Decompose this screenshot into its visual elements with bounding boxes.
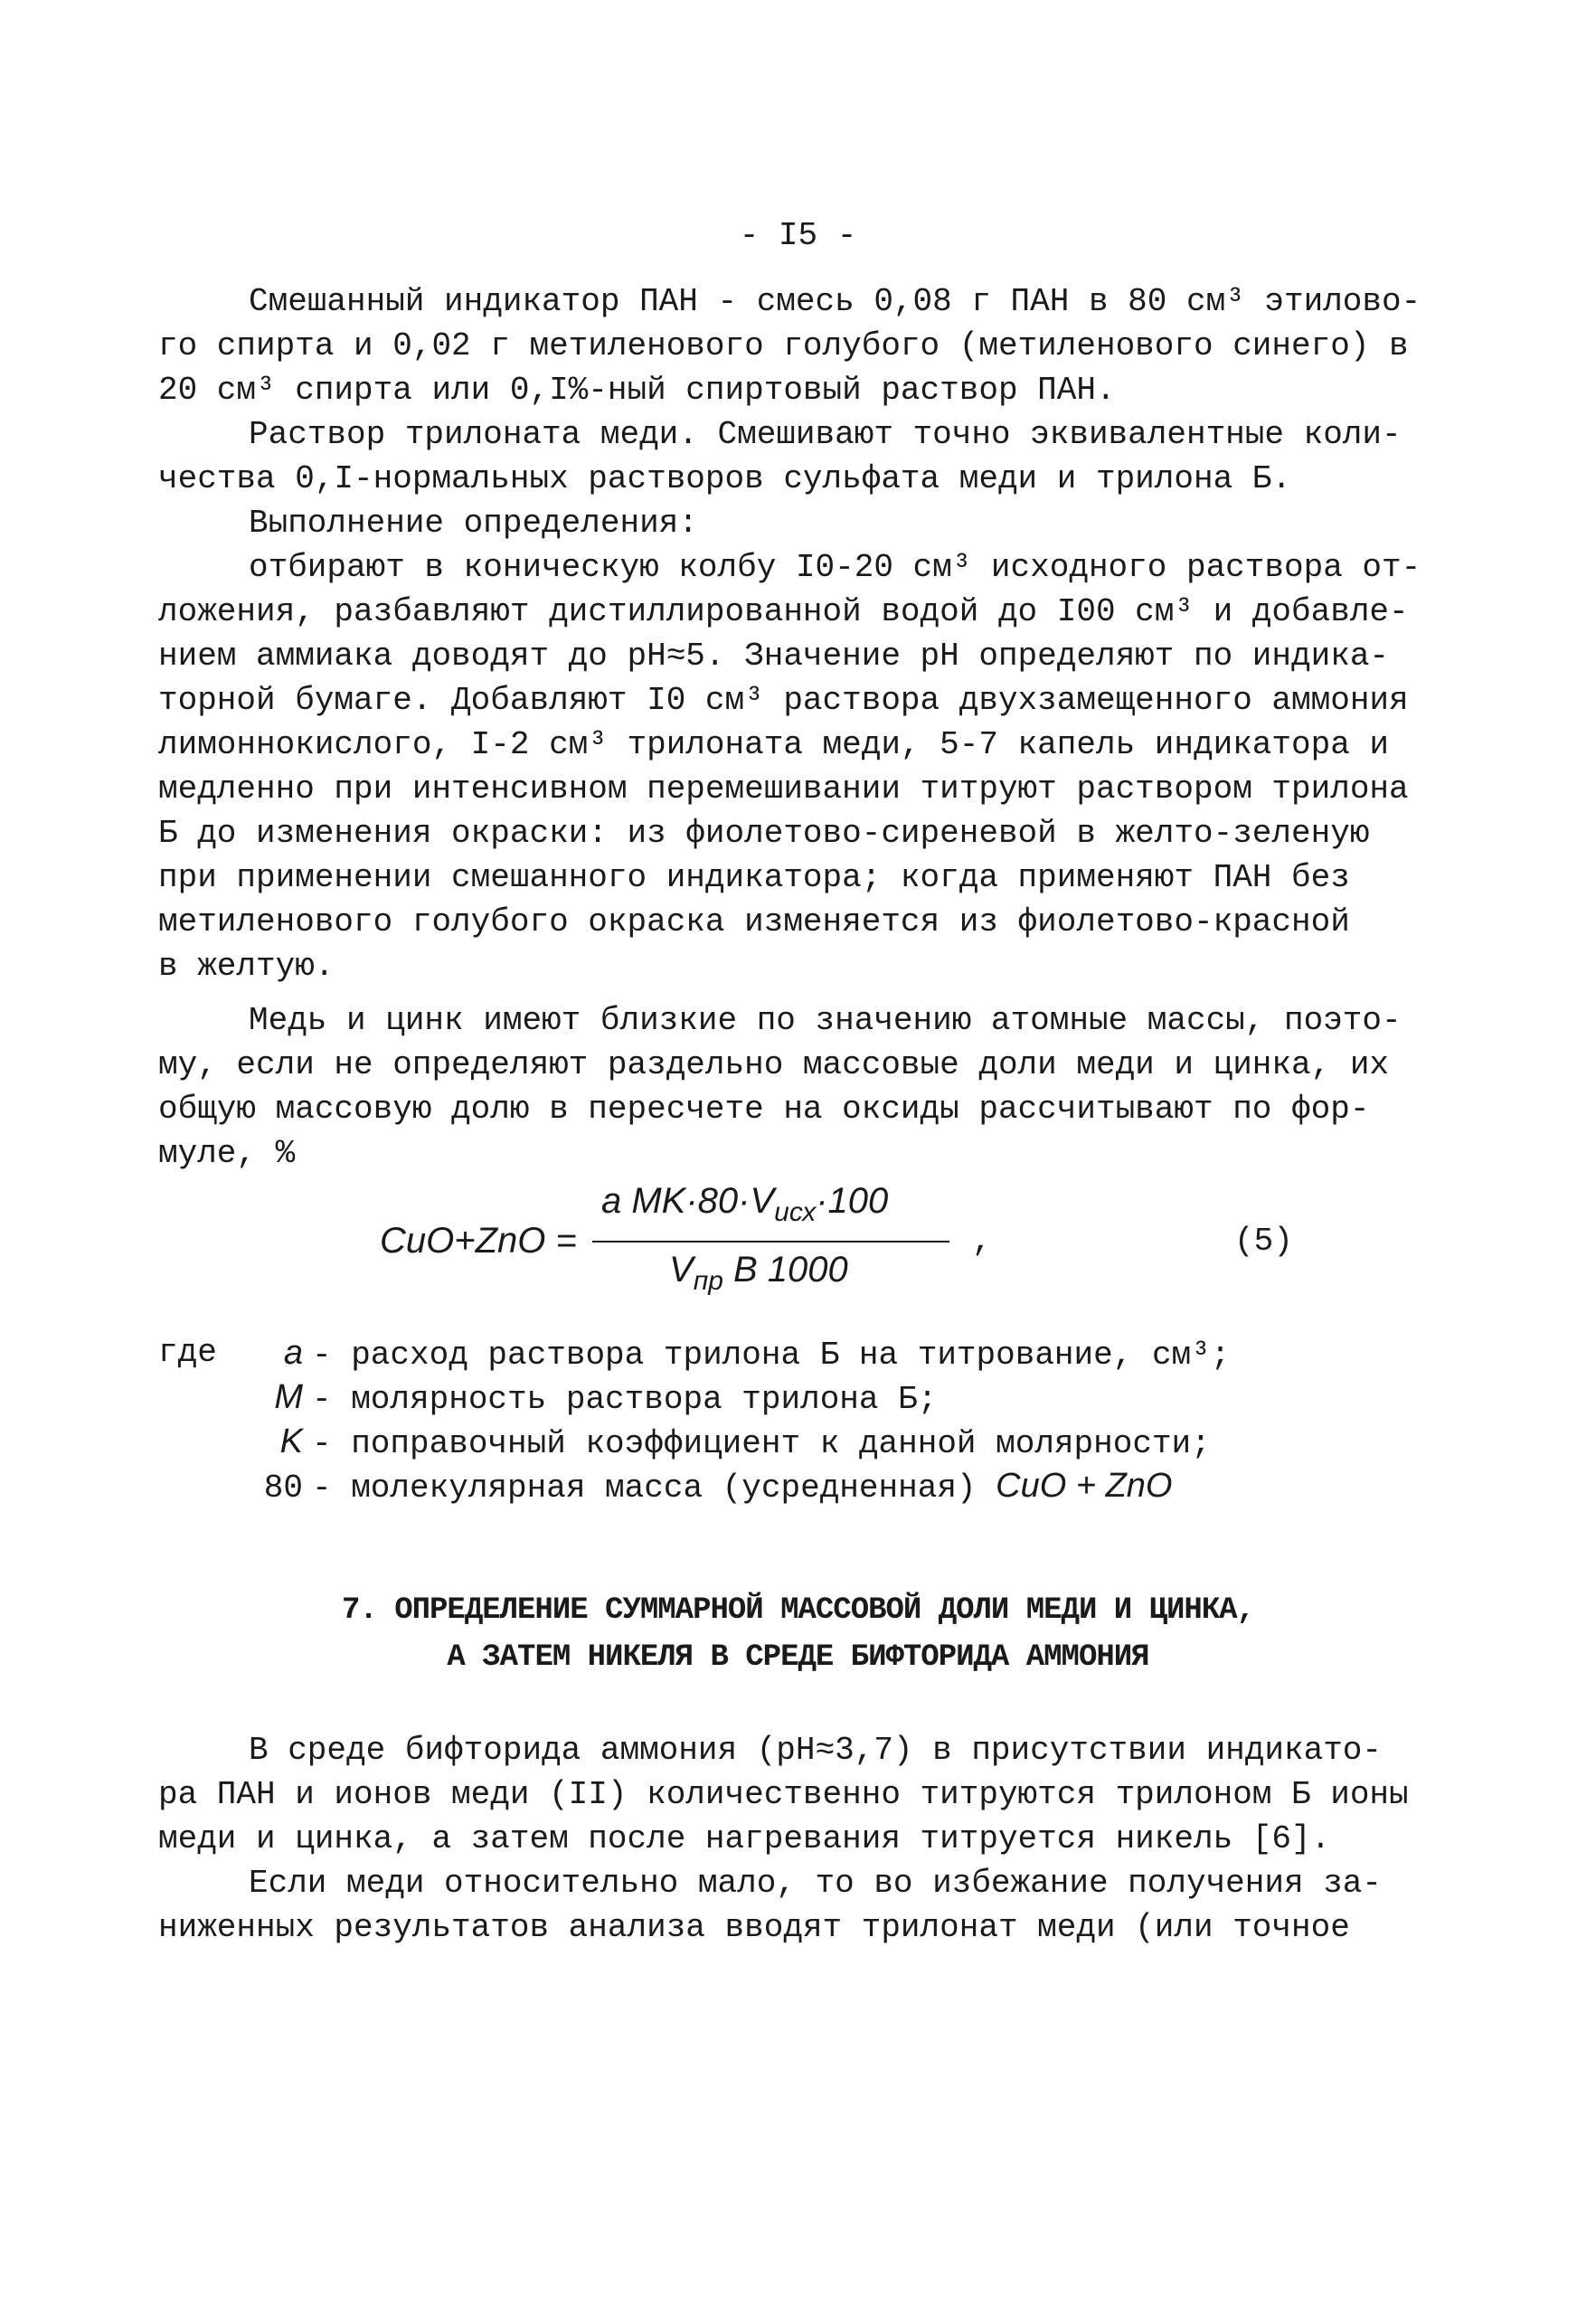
definition-a <box>249 1334 1230 1374</box>
formula-denominator-main: V <box>669 1250 694 1290</box>
text-line: муле, % <box>158 1135 296 1172</box>
formula-number: (5) <box>1234 1223 1293 1260</box>
text-line: ниженных результатов анализа вводят трилонат меди (или точное <box>158 1909 1350 1946</box>
text-line: общую массовую долю в пересчете на оксиды рассчитывают по фор- <box>158 1091 1370 1128</box>
text-line: торной бумаге. Добавляют I0 см³ раствора двухзамещенного аммония <box>158 682 1409 719</box>
text-line: В среде бифторида аммония (pH≈3,7) в присутствии индикато- <box>249 1732 1383 1769</box>
definition-text: - молярность раствора трилона Б; <box>312 1381 938 1418</box>
formula-numerator <box>601 1181 888 1228</box>
text-line: Если меди относительно мало, то во избежание получения за- <box>249 1865 1383 1902</box>
formula-numerator-main: a MK·80·V <box>601 1181 775 1221</box>
text-line: Раствор трилоната меди. Смешивают точно эквивалентные коли- <box>249 416 1402 453</box>
text-line: метиленового голубого окраска изменяется из фиолетово-красной <box>158 903 1350 940</box>
text-line: Б до изменения окраски: из фиолетово-сиреневой в желто-зеленую <box>158 815 1370 852</box>
formula-denominator-tail: B 1000 <box>722 1250 848 1290</box>
formula-numerator-sub: исх <box>774 1197 817 1227</box>
definition-80 <box>249 1467 1172 1507</box>
formula-5 <box>0 1176 1596 1320</box>
definition-text: - молекулярная масса (усредненная) <box>312 1469 977 1507</box>
text-line: го спирта и 0,02 г метиленового голубого (метиленового синего) в <box>158 327 1409 364</box>
formula-lhs: CuO+ZnO = <box>380 1221 577 1261</box>
text-line: ра ПАН и ионов меди (II) количественно титруются трилоном Б ионы <box>158 1776 1409 1813</box>
symbol-80: 80 <box>263 1469 303 1507</box>
formula-denominator-sub: пр <box>693 1266 723 1296</box>
definition-k <box>249 1422 1211 1462</box>
formula-numerator-tail: ·100 <box>816 1181 889 1221</box>
where-label: где <box>158 1334 217 1371</box>
procedure-heading: Выполнение определения: <box>249 505 698 542</box>
definition-text: - расход раствора трилона Б на титрование, см³; <box>312 1337 1231 1374</box>
section-heading: 7. ОПРЕДЕЛЕНИЕ СУММАРНОЙ МАССОВОЙ ДОЛИ МЕДИ И ЦИНКА, <box>342 1593 1254 1628</box>
page-number: - I5 - <box>739 217 857 254</box>
fraction-bar <box>592 1241 949 1243</box>
text-line: чества 0,I-нормальных растворов сульфата меди и трилона Б. <box>158 460 1292 497</box>
definition-formula: CuO + ZnO <box>996 1467 1173 1505</box>
text-line: при применении смешанного индикатора; когда применяют ПАН без <box>158 859 1350 896</box>
symbol-k: K <box>279 1422 303 1460</box>
symbol-a: a <box>283 1334 303 1372</box>
section-heading: А ЗАТЕМ НИКЕЛЯ В СРЕДЕ БИФТОРИДА АММОНИЯ <box>447 1640 1149 1675</box>
definition-m <box>249 1378 937 1418</box>
text-line: отбирают в коническую колбу I0-20 см³ исходного раствора от- <box>249 549 1421 586</box>
text-line: ложения, разбавляют дистиллированной водой до I00 см³ и добавле- <box>158 593 1409 630</box>
text-line: в желтую. <box>158 948 335 985</box>
text-line: Смешанный индикатор ПАН - смесь 0,08 г ПАН в 80 см³ этилово- <box>249 283 1421 320</box>
text-line: лимоннокислого, I-2 см³ трилоната меди, 5-7 капель индикатора и <box>158 726 1390 763</box>
symbol-m: M <box>274 1378 303 1416</box>
formula-comma: , <box>972 1223 992 1260</box>
text-line: 20 см³ спирта или 0,I%-ный спиртовый раствор ПАН. <box>158 372 1116 409</box>
text-line: меди и цинка, а затем после нагревания титруется никель [6]. <box>158 1820 1331 1857</box>
formula-denominator <box>669 1250 848 1297</box>
text-line: нием аммиака доводят до pH≈5. Значение pH определяют по индика- <box>158 638 1390 675</box>
text-line: медленно при интенсивном перемешивании титруют раствором трилона <box>158 770 1409 808</box>
text-line: Медь и цинк имеют близкие по значению атомные массы, поэто- <box>249 1002 1402 1039</box>
definition-text: - поправочный коэффициент к данной молярности; <box>312 1425 1211 1462</box>
text-line: му, если не определяют раздельно массовые доли меди и цинка, их <box>158 1046 1390 1083</box>
